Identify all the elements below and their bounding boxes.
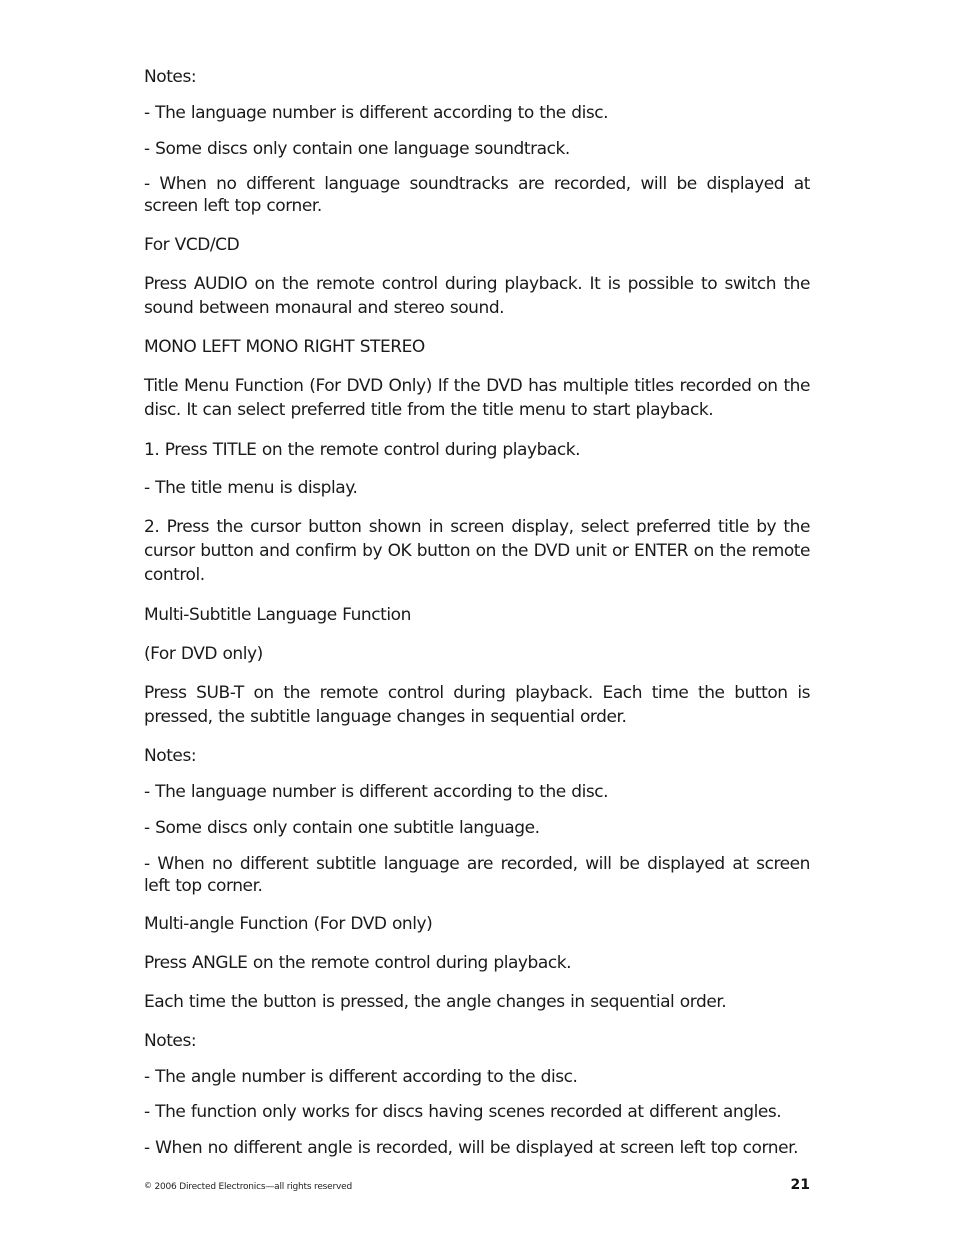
- note-angle-number: - The angle number is different according to the disc.: [144, 1067, 578, 1087]
- multi-angle-heading: Multi-angle Function (For DVD only): [144, 914, 433, 934]
- angle-instructions: Press ANGLE on the remote control during playback.: [144, 953, 572, 973]
- note-subtitle-language-number: - The language number is different according to the disc.: [144, 782, 609, 802]
- mono-stereo-modes: MONO LEFT MONO RIGHT STEREO: [144, 337, 425, 357]
- notes-heading-2: Notes:: [144, 746, 197, 766]
- title-step-1: 1. Press TITLE on the remote control during playback.: [144, 440, 581, 460]
- angle-sequence: Each time the button is pressed, the angle changes in sequential order.: [144, 992, 727, 1012]
- note-no-angle: - When no different angle is recorded, will be displayed at screen left top corner.: [144, 1138, 799, 1158]
- note-no-soundtracks: - When no different language soundtracks are recorded, will be displayed at screen left top corner.: [144, 174, 810, 216]
- vcd-cd-heading: For VCD/CD: [144, 235, 240, 255]
- title-menu-display: - The title menu is display.: [144, 478, 358, 498]
- note-one-soundtrack: - Some discs only contain one language soundtrack.: [144, 139, 570, 159]
- note-language-number: - The language number is different according to the disc.: [144, 103, 609, 123]
- notes-heading-1: Notes:: [144, 67, 197, 87]
- subtitle-dvd-only: (For DVD only): [144, 644, 263, 664]
- audio-instructions: Press AUDIO on the remote control during playback. It is possible to switch the sound between monaural and stereo sound.: [144, 274, 810, 318]
- note-no-subtitle: - When no different subtitle language are recorded, will be displayed at screen left top corner.: [144, 854, 810, 896]
- note-angle-scenes: - The function only works for discs having scenes recorded at different angles.: [144, 1102, 782, 1122]
- note-one-subtitle: - Some discs only contain one subtitle language.: [144, 818, 540, 838]
- subtitle-function-heading: Multi-Subtitle Language Function: [144, 605, 411, 625]
- subtitle-instructions: Press SUB-T on the remote control during playback. Each time the button is pressed, the subtitle language changes in sequential order.: [144, 683, 810, 727]
- copyright-symbol: ©: [144, 1181, 152, 1190]
- page-number: 21: [790, 1177, 810, 1193]
- footer-copyright: [144, 1180, 352, 1193]
- title-menu-function: Title Menu Function (For DVD Only) If the DVD has multiple titles recorded on the disc. It can select preferred title from the title menu to start playback.: [144, 376, 810, 420]
- notes-heading-3: Notes:: [144, 1031, 197, 1051]
- copyright-text: 2006 Directed Electronics—all rights reserved: [151, 1182, 352, 1192]
- title-step-2: 2. Press the cursor button shown in screen display, select preferred title by the cursor button and confirm by OK button on the DVD unit or ENTER on the remote control.: [144, 517, 810, 585]
